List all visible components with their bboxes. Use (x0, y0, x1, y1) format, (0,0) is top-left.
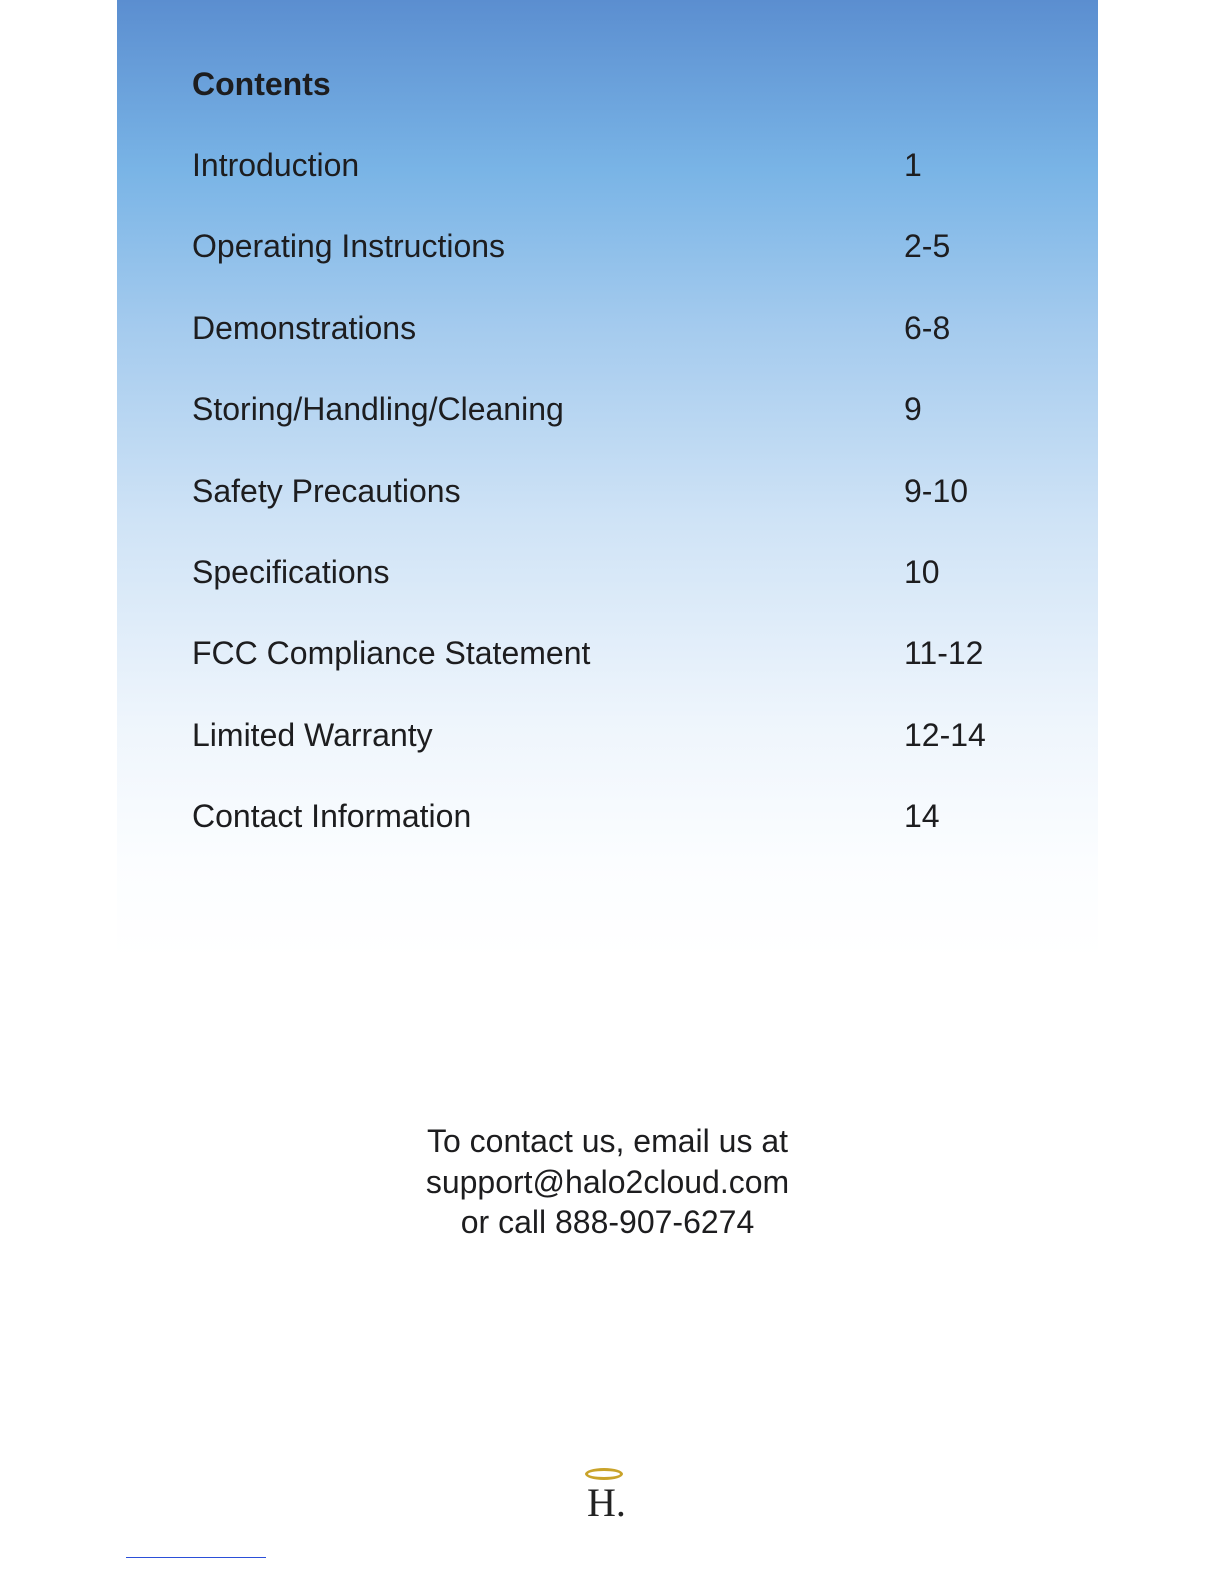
toc-entry-storing-handling-cleaning (192, 388, 1052, 469)
toc-entry-title: Storing/Handling/Cleaning (192, 391, 564, 428)
contents-heading: Contents (192, 66, 331, 102)
contact-email: support@halo2cloud.com (425, 1163, 790, 1200)
toc-entry-title: Introduction (192, 147, 360, 183)
toc-entry-demonstrations (192, 307, 1052, 388)
contact-phone: or call 888-907-6274 (460, 1204, 755, 1240)
halo-ring-icon (585, 1468, 623, 1480)
table-of-contents (192, 144, 1052, 877)
toc-entry-safety-precautions (192, 470, 1052, 551)
toc-entry-title: Operating Instructions (192, 228, 506, 265)
contact-line-intro: To contact us, email us at (426, 1123, 789, 1159)
footer-rule (126, 1557, 266, 1558)
toc-entry-pages: 9 (904, 391, 922, 428)
toc-entry-fcc-compliance (192, 632, 1052, 713)
toc-entry-pages: 1 (904, 147, 922, 183)
toc-entry-pages: 2-5 (904, 228, 951, 265)
toc-entry-introduction (192, 144, 1052, 225)
toc-entry-contact-information (192, 795, 1052, 876)
toc-entry-title: Limited Warranty (192, 716, 433, 753)
contact-block (117, 1121, 1098, 1243)
toc-entry-pages: 12-14 (904, 716, 986, 753)
toc-entry-limited-warranty (192, 714, 1052, 795)
toc-entry-title: Specifications (192, 553, 390, 590)
toc-entry-pages: 11-12 (904, 635, 984, 672)
toc-entry-pages: 10 (904, 553, 940, 590)
toc-entry-operating-instructions (192, 225, 1052, 306)
halo-logo (583, 1466, 633, 1526)
logo-letter: H. (587, 1480, 626, 1525)
toc-entry-title: FCC Compliance Statement (192, 635, 591, 672)
toc-entry-title: Contact Information (192, 798, 472, 835)
toc-entry-title: Safety Precautions (192, 472, 461, 509)
toc-entry-pages: 9-10 (904, 472, 969, 509)
toc-entry-pages: 14 (904, 798, 940, 835)
toc-entry-specifications (192, 551, 1052, 632)
toc-entry-title: Demonstrations (192, 309, 417, 346)
toc-entry-pages: 6-8 (904, 309, 951, 346)
